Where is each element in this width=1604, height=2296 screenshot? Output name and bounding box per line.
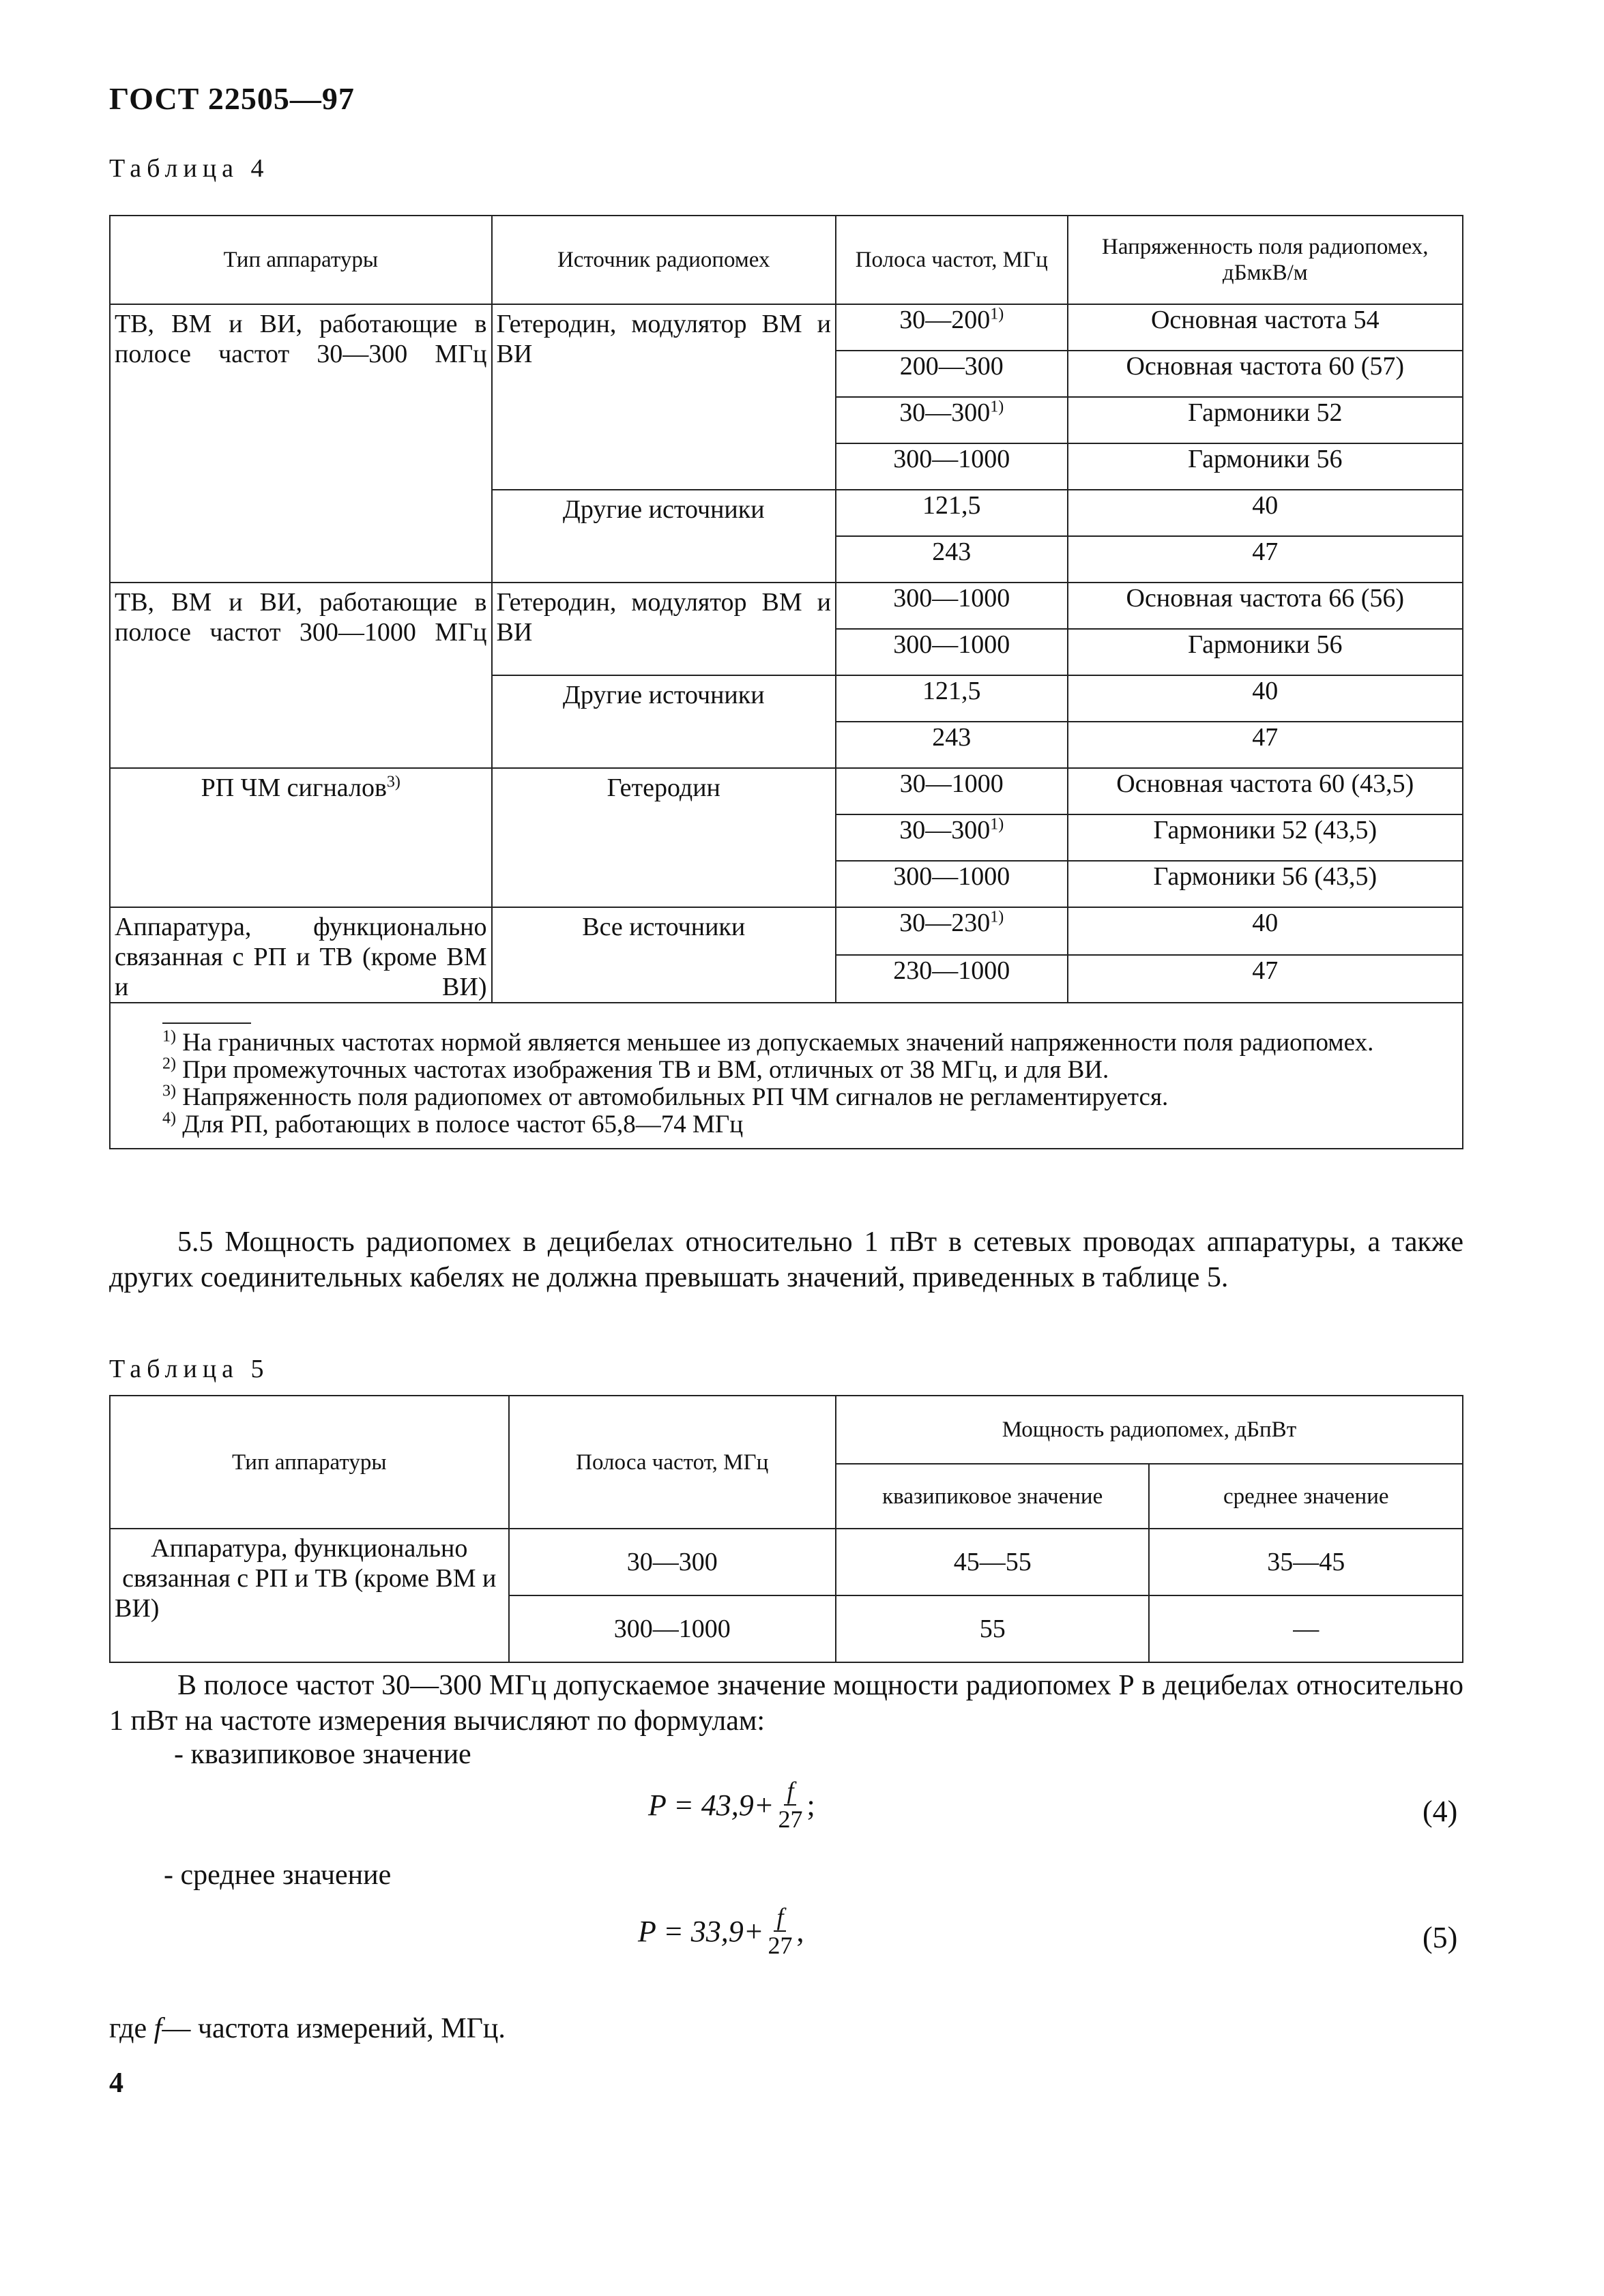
t5-avg: 35—45: [1149, 1529, 1463, 1595]
t4-band: 200—300: [836, 351, 1068, 397]
t4-value: 40: [1068, 675, 1463, 722]
t4-band: 30—200$^{1)}$: [836, 304, 1068, 351]
t4-band: 243: [836, 536, 1068, 583]
t5-quasi: 45—55: [836, 1529, 1150, 1595]
t4-band: 243: [836, 722, 1068, 768]
t4-band: 30—1000: [836, 768, 1068, 814]
equation-number-4: (4): [1423, 1795, 1458, 1828]
t4-band: 121,5: [836, 490, 1068, 536]
t4-source-het-mod-1: Гетеродин, модулятор ВМ и ВИ: [492, 304, 836, 490]
t4-type-group-1: ТВ, ВМ и ВИ, работающие в полосе частот 30—300 МГц: [110, 304, 492, 583]
t4-band: 300—1000: [836, 629, 1068, 675]
t4-source-het: Гетеродин: [492, 768, 836, 907]
t4-source-all: Все источники: [492, 907, 836, 1003]
table5: [109, 1395, 1463, 1663]
t4-type-group-2: ТВ, ВМ и ВИ, работающие в полосе частот 300—1000 МГц: [110, 583, 492, 768]
note-4: $^{4)}$ Для РП, работающих в полосе частот 65,8—74 МГц: [162, 1109, 744, 1138]
t4-source-het-mod-2: Гетеродин, модулятор ВМ и ВИ: [492, 583, 836, 675]
note-3: $^{3)}$ Напряженность поля радиопомех от автомобильных РП ЧМ сигналов не регламентируется.: [162, 1082, 1169, 1111]
t5-header-quasi: квазипиковое значение: [836, 1464, 1150, 1529]
t4-value: Гармоники 52: [1068, 397, 1463, 443]
where-clause: где f— частота измерений, МГц.: [109, 2013, 506, 2044]
t4-band: 30—230$^{1)}$: [836, 907, 1068, 955]
t4-source-other-2: Другие источники: [492, 675, 836, 768]
t4-value: Основная частота 66 (56): [1068, 583, 1463, 629]
t4-header-type: Тип аппаратуры: [110, 216, 492, 304]
t4-header-source: Источник радиопомех: [492, 216, 836, 304]
t4-header-value: Напряженность поля радиопомех, дБмкВ/м: [1068, 216, 1463, 304]
t4-band: 230—1000: [836, 955, 1068, 1003]
document-code: ГОСТ 22505—97: [109, 81, 355, 116]
table4-notes: [110, 1003, 1463, 1149]
t5-avg: —: [1149, 1595, 1463, 1662]
list-item-quasi: - квазипиковое значение: [174, 1739, 471, 1770]
t4-value: Гармоники 56: [1068, 443, 1463, 490]
note-2: $^{2)}$ При промежуточных частотах изображения ТВ и ВМ, отличных от 38 МГц, и для ВИ.: [162, 1055, 1109, 1084]
t5-quasi: 55: [836, 1595, 1150, 1662]
t5-header-power: Мощность радиопомех, дБпВт: [836, 1396, 1463, 1464]
page-number: 4: [109, 2067, 123, 2099]
t4-band: 300—1000: [836, 861, 1068, 907]
t4-type-group-3: РП ЧМ сигналов$^{3)}$: [110, 768, 492, 907]
t4-band: 300—1000: [836, 443, 1068, 490]
t4-value: Основная частота 60 (43,5): [1068, 768, 1463, 814]
t4-band: 30—300$^{1)}$: [836, 397, 1068, 443]
paragraph-5-5: 5.5 Мощность радиопомех в децибелах относительно 1 пВт в сетевых проводах аппаратуры, а также других соединительных кабелях не должна превышать значений, приведенных в таблице 5.: [109, 1226, 1463, 1293]
t5-band: 30—300: [509, 1529, 836, 1595]
t4-source-other-1: Другие источники: [492, 490, 836, 583]
table4: [109, 215, 1463, 1149]
t4-value: 47: [1068, 536, 1463, 583]
t4-value: Основная частота 60 (57): [1068, 351, 1463, 397]
t5-header-type: Тип аппаратуры: [110, 1396, 509, 1529]
t4-value: 40: [1068, 907, 1463, 955]
paragraph-formula-intro: В полосе частот 30—300 МГц допускаемое значение мощности радиопомех Р в децибелах относительно 1 пВт на частоте измерения вычисляют по формулам:: [109, 1670, 1463, 1737]
note-1: $^{1)}$ На граничных частотах нормой является меньшее из допускаемых значений напряженности поля радиопомех.: [162, 1027, 1374, 1057]
formula-4: P = 43,9+ $\frac{f}{27}$ ;: [648, 1777, 815, 1833]
t4-band: 300—1000: [836, 583, 1068, 629]
t4-value: 47: [1068, 722, 1463, 768]
t4-value: Гармоники 52 (43,5): [1068, 814, 1463, 861]
t4-band: 121,5: [836, 675, 1068, 722]
t5-band: 300—1000: [509, 1595, 836, 1662]
t5-type: Аппаратура, функционально связанная с РП и ТВ (кроме ВМ и ВИ): [110, 1529, 509, 1662]
t4-header-band: Полоса частот, МГц: [836, 216, 1068, 304]
table4-caption: Таблица 4: [109, 154, 269, 183]
t4-type-group-4: Аппаратура, функционально связанная с РП и ТВ (кроме ВМ и ВИ): [110, 907, 492, 1003]
t4-value: 40: [1068, 490, 1463, 536]
list-item-avg: - среднее значение: [164, 1859, 392, 1891]
t5-header-avg: среднее значение: [1149, 1464, 1463, 1529]
notes-separator: [162, 1022, 251, 1024]
equation-number-5: (5): [1423, 1921, 1458, 1954]
t4-band: 30—300$^{1)}$: [836, 814, 1068, 861]
t4-value: Основная частота 54: [1068, 304, 1463, 351]
t4-value: Гармоники 56: [1068, 629, 1463, 675]
t4-value: Гармоники 56 (43,5): [1068, 861, 1463, 907]
t4-value: 47: [1068, 955, 1463, 1003]
t5-header-band: Полоса частот, МГц: [509, 1396, 836, 1529]
formula-5: P = 33,9+ $\frac{f}{27}$ ,: [638, 1903, 804, 1959]
table5-caption: Таблица 5: [109, 1355, 269, 1383]
